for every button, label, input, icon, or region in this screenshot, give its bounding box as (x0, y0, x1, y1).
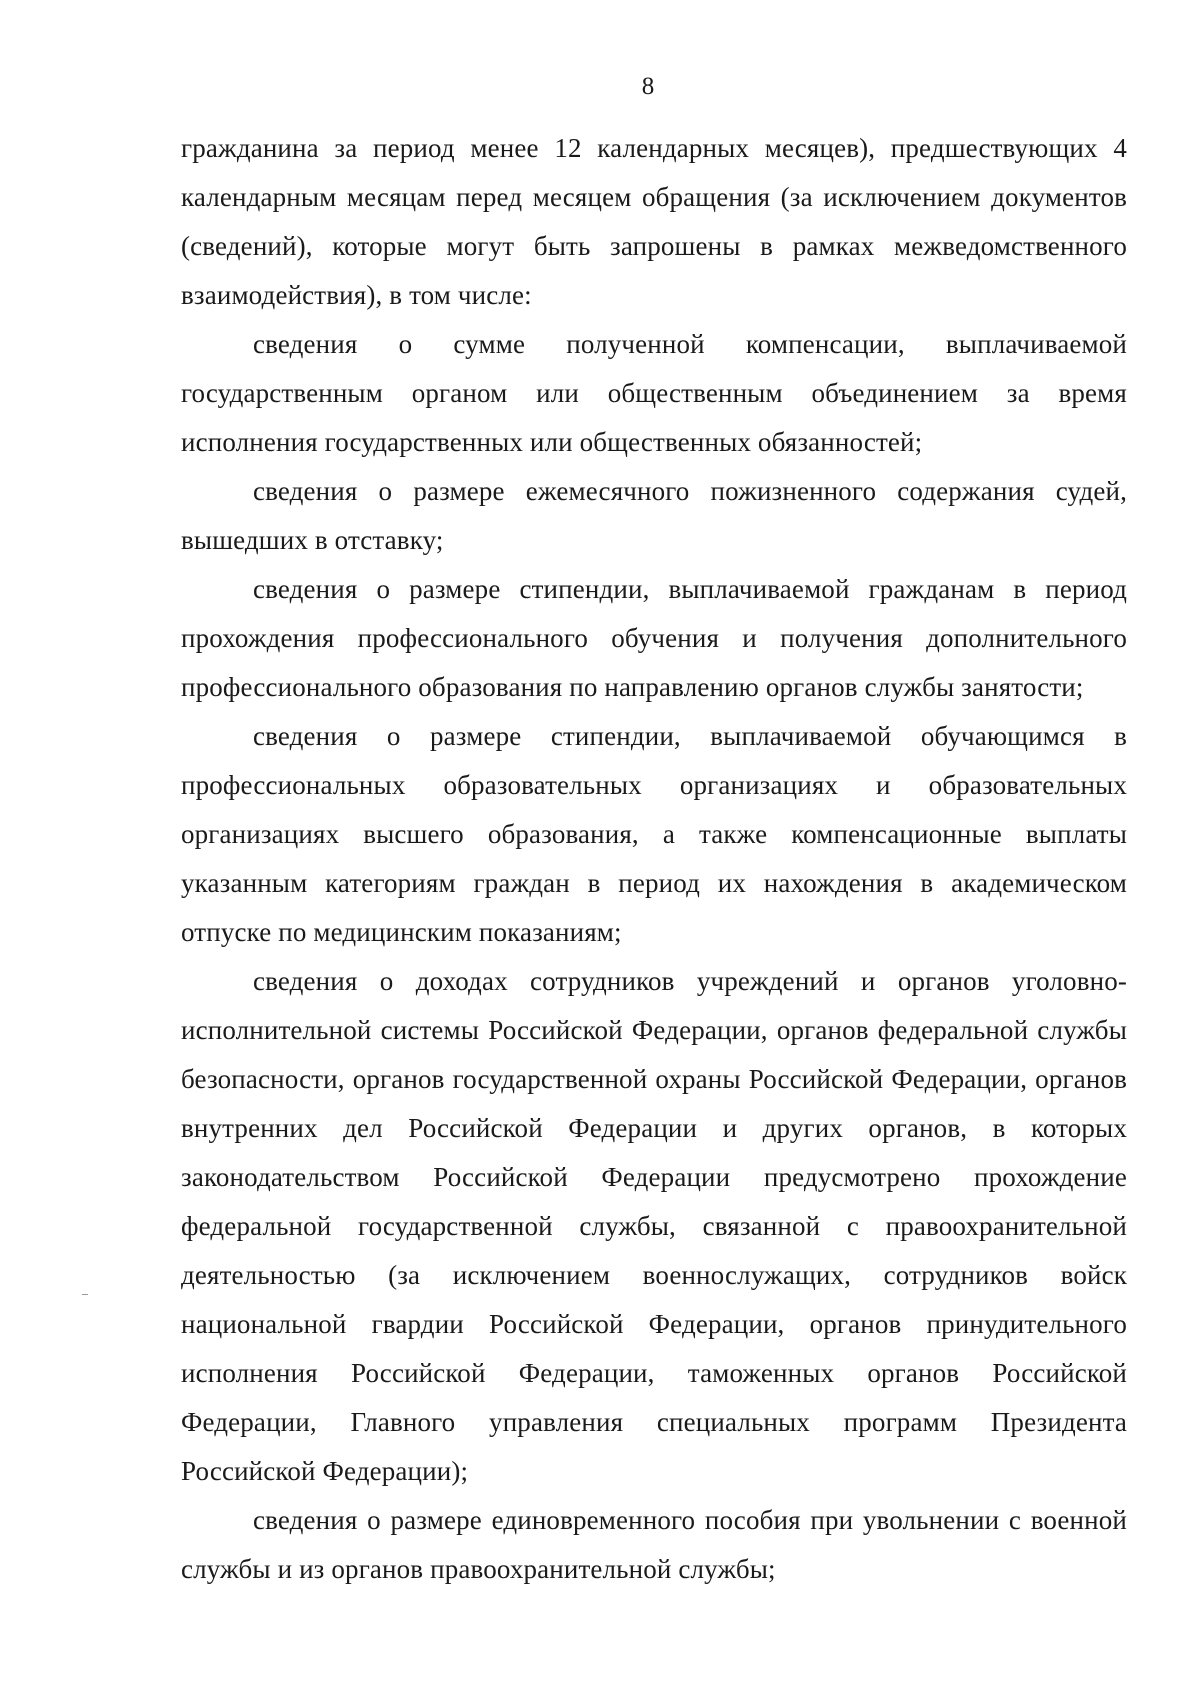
paragraph-judges-allowance: сведения о размере ежемесячного пожизненного содержания судей, вышедших в отставку; (181, 476, 1127, 555)
paragraph-employment-stipend: сведения о размере стипендии, выплачиваемой гражданам в период прохождения профессионального обучения и получения дополнительного профессионального образования по направлению органов службы занятости; (181, 574, 1127, 702)
paragraph-severance-allowance: сведения о размере единовременного пособия при увольнении с военной службы и из органов правоохранительной службы; (181, 1505, 1127, 1584)
paragraph-law-enforcement-income: сведения о доходах сотрудников учреждений и органов уголовно-исполнительной системы Российской Федерации, органов федеральной службы безопасности, органов государственной охраны Российской Федерации, органов внутренних дел Российской Федерации и других органов, в которых законодательством Российской Федерации предусмотрено прохождение федеральной государственной службы, связанной с правоохранительной деятельностью (за исключением военнослужащих, сотрудников войск национальной гвардии Российской Федерации, органов принудительного исполнения Российской Федерации, таможенных органов Российской Федерации, Главного управления специальных программ Президента Российской Федерации); (181, 966, 1127, 1486)
paragraph-compensation: сведения о сумме полученной компенсации, выплачиваемой государственным органом или общественным объединением за время исполнения государственных или общественных обязанностей; (181, 329, 1127, 457)
paragraph-continuation: гражданина за период менее 12 календарных месяцев), предшествующих 4 календарным месяцам перед месяцем обращения (за исключением документов (сведений), которые могут быть запрошены в рамках межведомственного взаимодействия), в том числе: (181, 133, 1127, 310)
paragraph-student-stipend: сведения о размере стипендии, выплачиваемой обучающимся в профессиональных образовательных организациях и образовательных организациях высшего образования, а также компенсационные выплаты указанным категориям граждан в период их нахождения в академическом отпуске по медицинским показаниям; (181, 721, 1127, 947)
page-number: 8 (641, 73, 655, 100)
scan-artifact (82, 1294, 88, 1295)
document-body (181, 124, 1127, 1594)
